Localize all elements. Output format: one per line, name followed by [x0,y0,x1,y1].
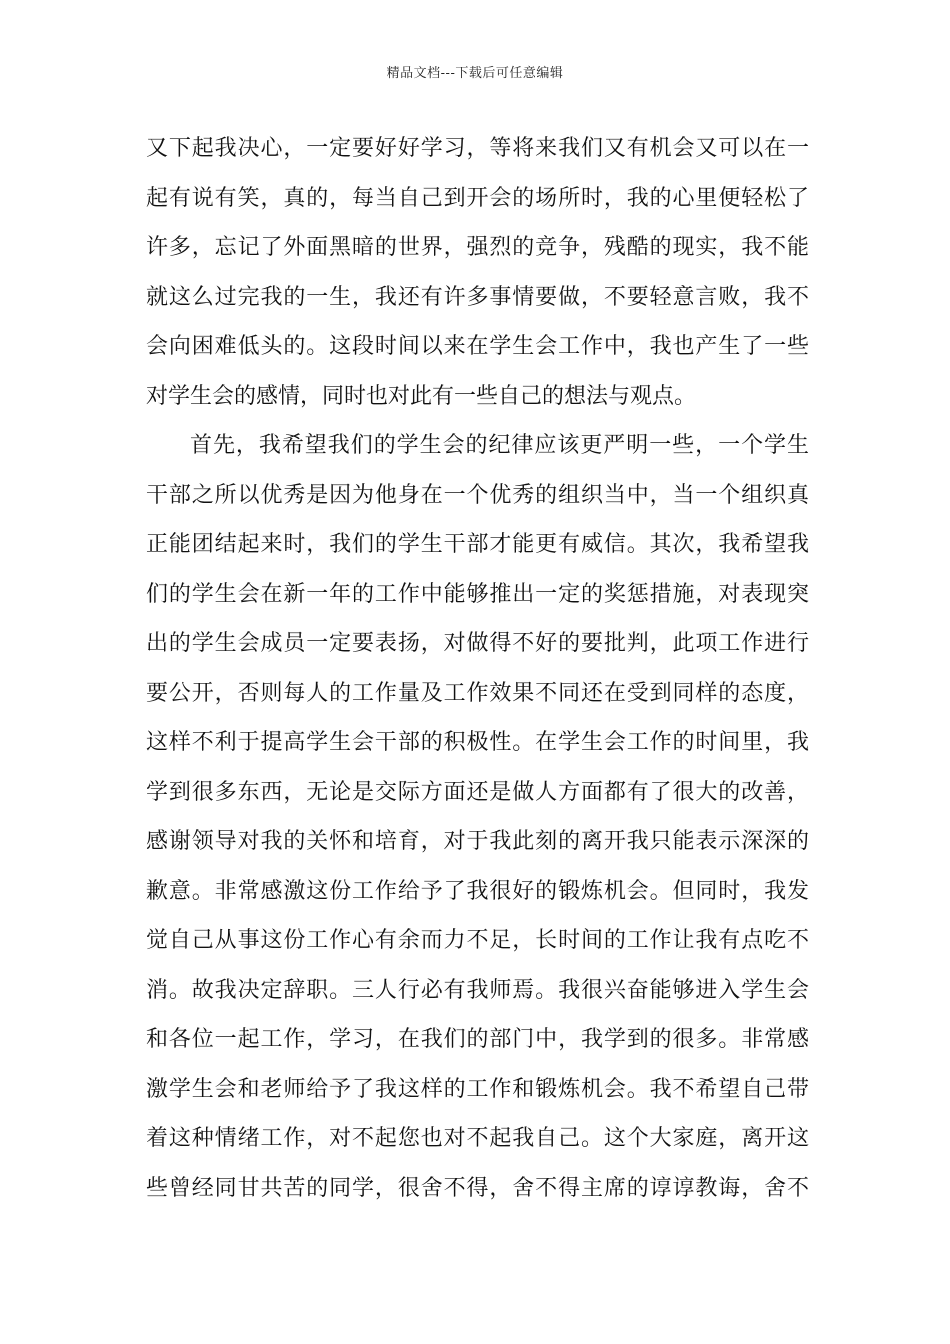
page-header: 精品文档---下载后可任意编辑 [386,66,564,81]
text-line: 着这种情绪工作，对不起您也对不起我自己。这个大家庭，离开这 [146,1126,809,1151]
text-line: 觉自己从事这份工作心有余而力不足，长时间的工作让我有点吃不 [146,928,809,953]
text-line: 起有说有笑，真的，每当自己到开会的场所时，我的心里便轻松了 [146,185,809,211]
text-line: 干部之所以优秀是因为他身在一个优秀的组织当中，当一个组织真 [146,482,809,508]
text-line: 又下起我决心，一定要好好学习，等将来我们又有机会又可以在一 [146,136,809,161]
text-line: 学到很多东西，无论是交际方面还是做人方面都有了很大的改善， [146,779,809,805]
text-line: 出的学生会成员一定要表扬，对做得不好的要批判，此项工作进行 [146,631,809,656]
text-line: 对学生会的感情，同时也对此有一些自己的想法与观点。 [146,383,697,409]
text-line: 许多，忘记了外面黑暗的世界，强烈的竞争，残酷的现实，我不能 [146,235,809,260]
text-line: 正能团结起来时，我们的学生干部才能更有威信。其次，我希望我 [146,532,809,557]
text-line: 激学生会和老师给予了我这样的工作和锻炼机会。我不希望自己带 [146,1076,809,1102]
paragraph-2 [146,421,809,1213]
text-line: 就这么过完我的一生，我还有许多事情要做，不要轻意言败，我不 [146,284,809,310]
text-line: 这样不利于提高学生会干部的积极性。在学生会工作的时间里，我 [146,730,809,755]
text-line: 些曾经同甘共苦的同学，很舍不得，舍不得主席的谆谆教诲，舍不 [146,1175,809,1201]
text-line: 们的学生会在新一年的工作中能够推出一定的奖惩措施，对表现突 [146,581,809,607]
text-line: 要公开，否则每人的工作量及工作效果不同还在受到同样的态度， [146,680,809,706]
text-line: 歉意。非常感激这份工作给予了我很好的锻炼机会。但同时，我发 [146,878,809,904]
text-line: 首先，我希望我们的学生会的纪律应该更严明一些，一个学生 [190,433,809,458]
text-line: 会向困难低头的。这段时间以来在学生会工作中，我也产生了一些 [146,334,809,359]
paragraph-1 [146,124,809,421]
text-line: 和各位一起工作，学习，在我们的部门中，我学到的很多。非常感 [146,1027,809,1052]
text-line: 感谢领导对我的关怀和培育，对于我此刻的离开我只能表示深深的 [146,829,809,854]
text-line: 消。故我决定辞职。三人行必有我师焉。我很兴奋能够进入学生会 [146,977,809,1003]
document-body [146,124,809,1213]
